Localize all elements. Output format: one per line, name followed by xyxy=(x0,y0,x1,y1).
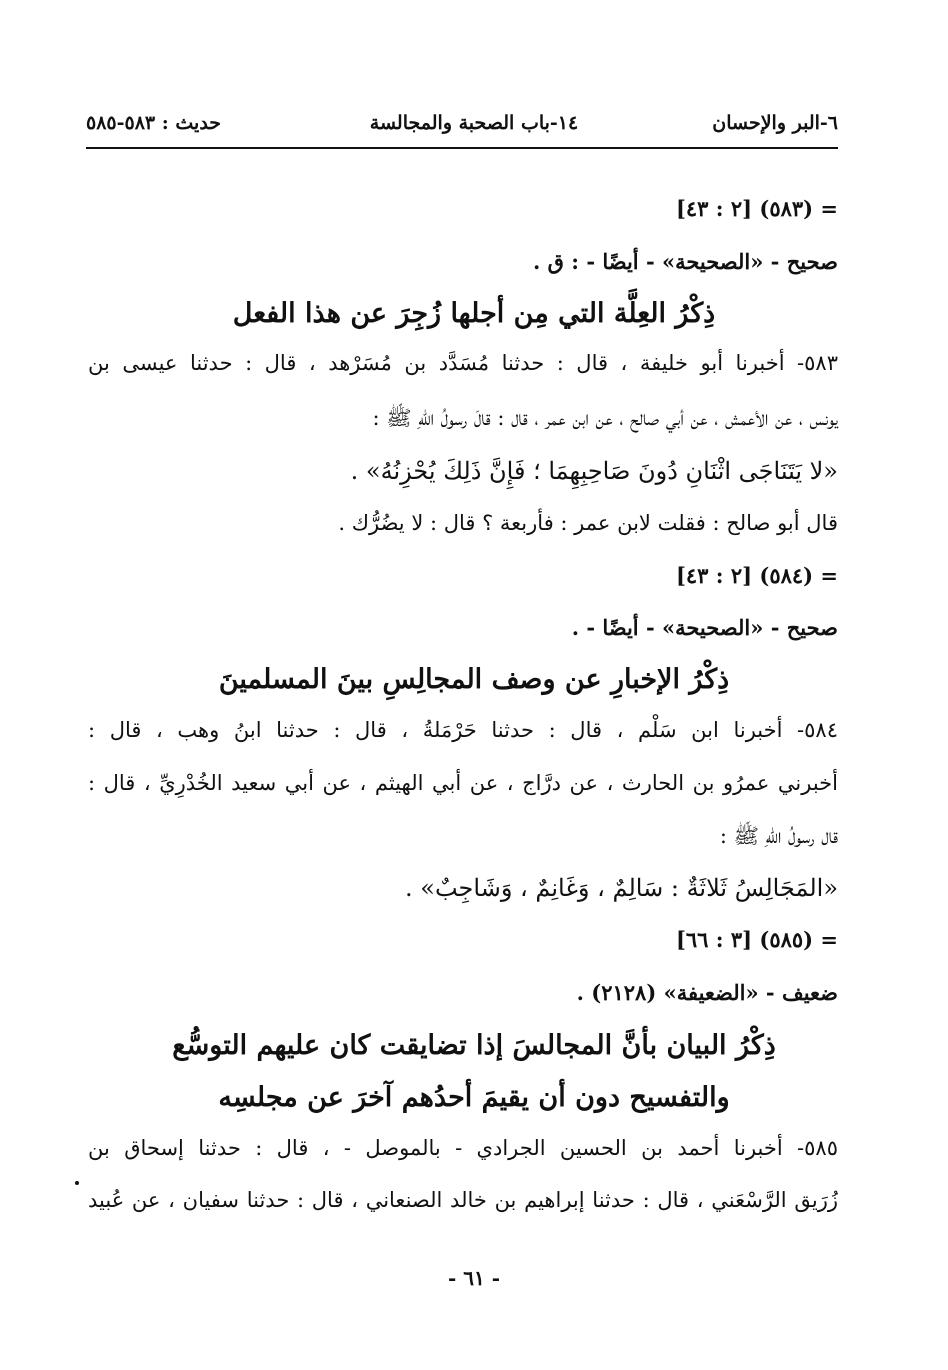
grading-585: ضعيف - «الضعيفة» (٢١٢٨) . xyxy=(576,980,838,1005)
header-rule xyxy=(86,147,838,149)
header-section: ١٤-باب الصحبة والمجالسة xyxy=(369,112,579,134)
reference-583: = (٥٨٣) [٢ : ٤٣] xyxy=(675,196,838,221)
reference-585: = (٥٨٥) [٣ : ٦٦] xyxy=(675,927,838,952)
section-heading-3b: والتفسيح دون أن يقيمَ أحدُهم آخرَ عن مجلسِه xyxy=(218,1082,730,1113)
hadith-583-line-3: قال أبو صالح : فقلت لابن عمر : فأربعة ؟ قال : لا يضُرُّك . xyxy=(338,511,838,535)
hadith-585-line-1: ٥٨٥- أخبرنا أحمد بن الحسين الجرادي - بالموصل - ، قال : حدثنا إسحاق بن xyxy=(88,1136,838,1160)
section-heading-3a: ذِكْرُ البيان بأنَّ المجالسَ إذا تضايقت كان عليهم التوسُّع xyxy=(172,1030,776,1061)
hadith-584-line-1: ٥٨٤- أخبرنا ابن سَلْم ، قال : حدثنا حَرْمَلةُ ، قال : حدثنا ابنُ وهب ، قال : xyxy=(88,718,838,742)
hadith-585-line-2: زُرَيق الرَّسْعَني ، قال : حدثنا إبراهيم بن خالد الصنعاني ، قال : حدثنا سفيان ، عن عُبيد xyxy=(88,1188,838,1212)
section-heading-1: ذِكْرُ العِلَّة التي مِن أجلها زُجِرَ عن هذا الفعل xyxy=(232,298,716,329)
hadith-584-matn: «المَجَالِسُ ثَلاثَةٌ : سَالِمٌ ، وَغَانِمٌ ، وَشَاجِبٌ» . xyxy=(405,874,838,902)
margin-dot xyxy=(75,1181,79,1185)
reference-584: = (٥٨٤) [٢ : ٤٣] xyxy=(675,563,838,588)
hadith-583-matn: «لا يَتَنَاجَى اثْنَانِ دُونَ صَاحِبِهِمَا ؛ فَإِنَّ ذَلِكَ يُحْزِنُهُ» . xyxy=(350,457,838,485)
hadith-583-line-1: ٥٨٣- أخبرنا أبو خليفة ، قال : حدثنا مُسَدَّد بن مُسَرْهد ، قال : حدثنا عيسى بن xyxy=(88,351,838,375)
header-hadith-range: حديث : ٥٨٣-٥٨٥ xyxy=(86,112,222,134)
section-heading-2: ذِكْرُ الإخبارِ عن وصف المجالِسِ بينَ المسلمينَ xyxy=(218,664,730,695)
grading-584: صحيح - «الصحيحة» - أيضًا - . xyxy=(571,615,838,640)
hadith-584-line-2: أخبرني عمرُو بن الحارث ، عن درَّاج ، عن أبي الهيثم ، عن أبي سعيد الخُدْرِيِّ ، قال : xyxy=(88,771,838,795)
hadith-583-line-2: يونس ، عن الأعمش ، عن أبي صالح ، عن ابن عمر ، قال : قالَ رسولُ اللّهِ ﷺ : xyxy=(372,406,838,430)
header-chapter: ٦-البر والإحسان xyxy=(712,112,838,134)
hadith-584-line-3: قال رسولُ اللّهِ ﷺ : xyxy=(719,824,838,848)
page-number: - ٦١ - xyxy=(447,1266,500,1290)
grading-583: صحيح - «الصحيحة» - أيضًا - : ق . xyxy=(533,249,838,274)
